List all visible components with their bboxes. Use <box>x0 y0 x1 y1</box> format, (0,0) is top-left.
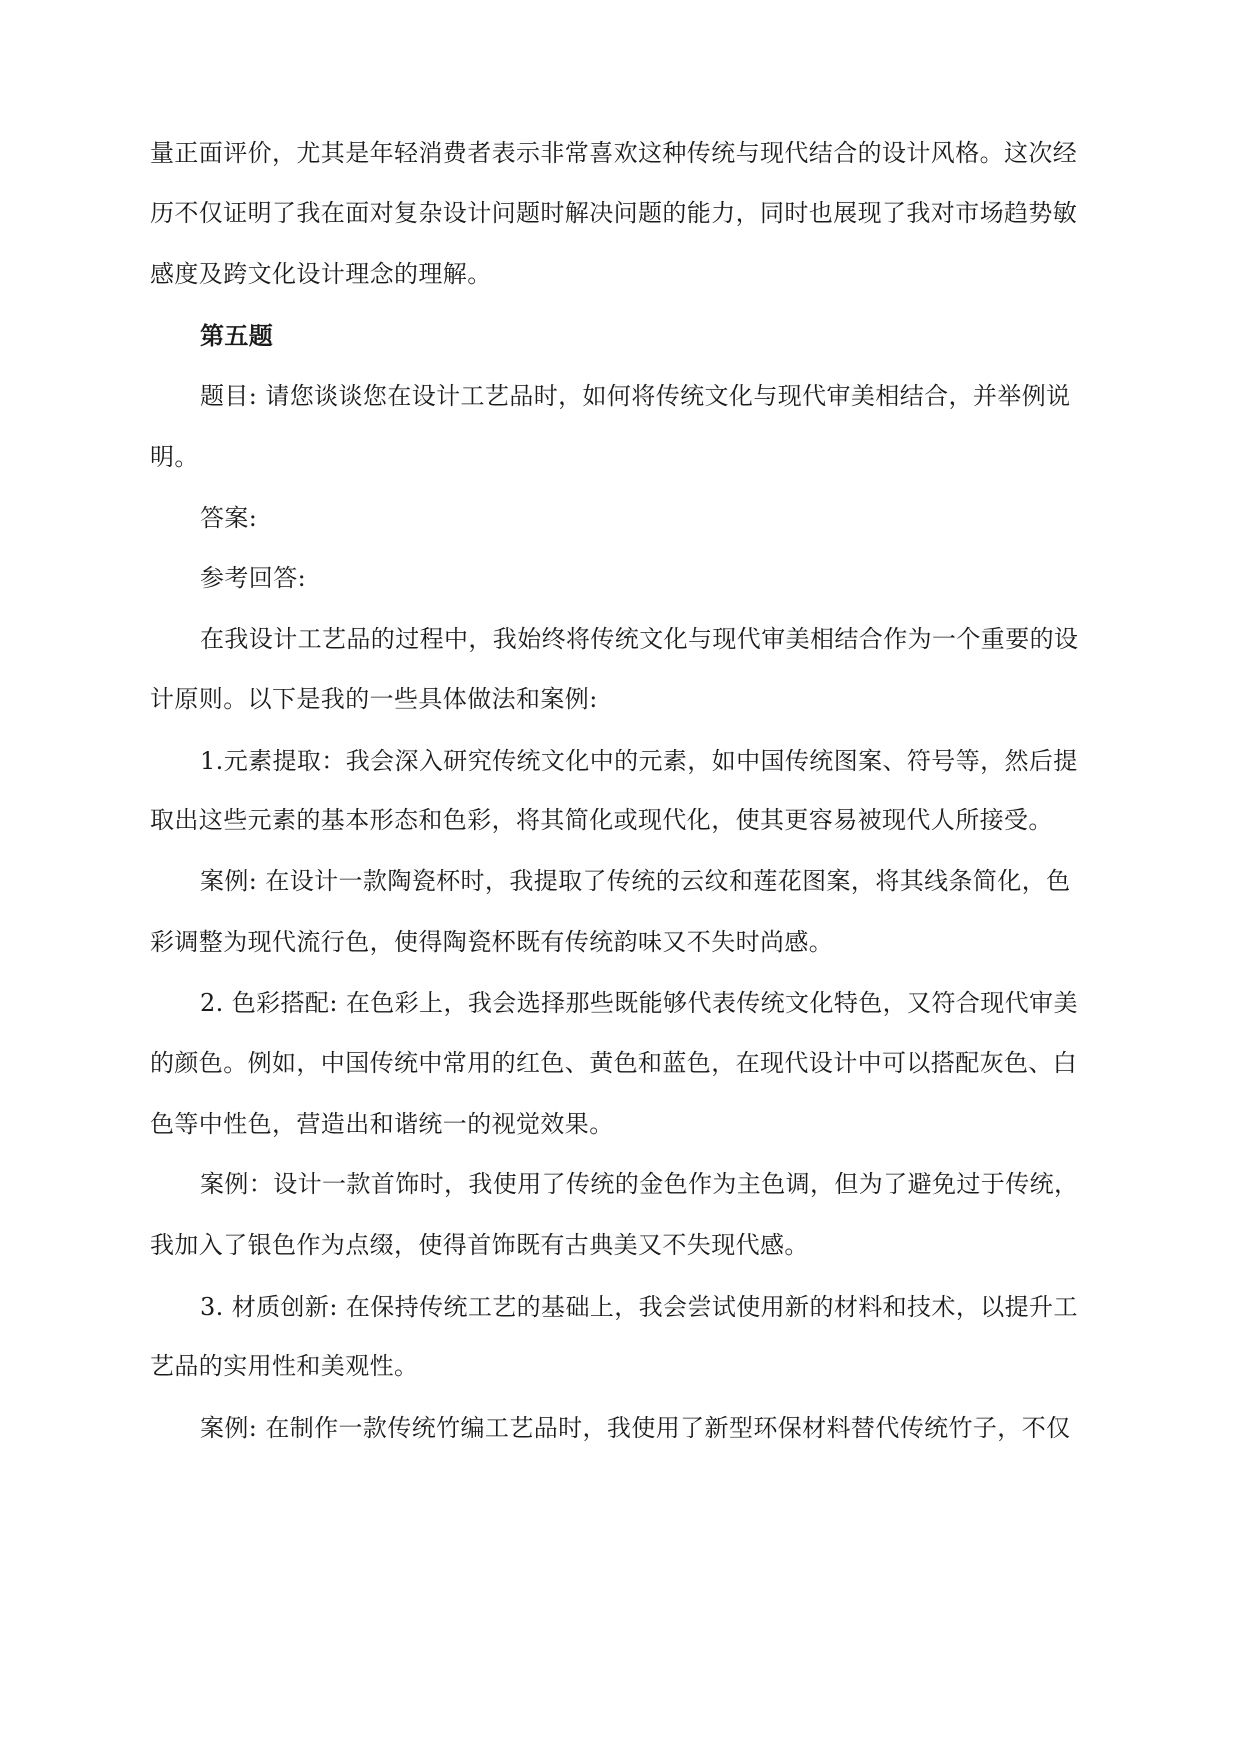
paragraph-line: 在我设计工艺品的过程中，我始终将传统文化与现代审美相结合作为一个重要的设 <box>200 625 1079 653</box>
reference-answer-label: 参考回答: <box>200 564 307 592</box>
list-item-line: 取出这些元素的基本形态和色彩，将其简化或现代化，使其更容易被现代人所接受。 <box>150 806 1053 834</box>
paragraph-line: 感度及跨文化设计理念的理解。 <box>150 260 492 288</box>
paragraph-line: 历不仅证明了我在面对复杂设计问题时解决问题的能力，同时也展现了我对市场趋势敏 <box>150 199 1078 227</box>
list-item-line: 艺品的实用性和美观性。 <box>150 1352 419 1380</box>
list-item-line: 的颜色。例如，中国传统中常用的红色、黄色和蓝色，在现代设计中可以搭配灰色、白 <box>150 1049 1078 1077</box>
list-item-line: 色等中性色，营造出和谐统一的视觉效果。 <box>150 1110 614 1138</box>
list-item-line: 1.元素提取：我会深入研究传统文化中的元素，如中国传统图案、符号等，然后提 <box>200 747 1078 775</box>
answer-label: 答案: <box>200 504 258 532</box>
section-heading: 第五题 <box>200 321 274 350</box>
example-line: 案例: 在制作一款传统竹编工艺品时，我使用了新型环保材料替代传统竹子，不仅 <box>200 1414 1071 1442</box>
paragraph-line: 计原则。以下是我的一些具体做法和案例: <box>150 685 598 713</box>
paragraph-line: 量正面评价，尤其是年轻消费者表示非常喜欢这种传统与现代结合的设计风格。这次经 <box>150 139 1078 167</box>
question-line: 题目: 请您谈谈您在设计工艺品时，如何将传统文化与现代审美相结合，并举例说 <box>200 382 1071 410</box>
list-item-line: 3. 材质创新: 在保持传统工艺的基础上，我会尝试使用新的材料和技术，以提升工 <box>200 1293 1078 1321</box>
example-line: 案例：设计一款首饰时，我使用了传统的金色作为主色调，但为了避免过于传统， <box>200 1170 1079 1198</box>
example-line: 彩调整为现代流行色，使得陶瓷杯既有传统韵味又不失时尚感。 <box>150 928 834 956</box>
list-item-line: 2. 色彩搭配: 在色彩上，我会选择那些既能够代表传统文化特色，又符合现代审美 <box>200 989 1078 1017</box>
example-line: 我加入了银色作为点缀，使得首饰既有古典美又不失现代感。 <box>150 1231 809 1259</box>
example-line: 案例: 在设计一款陶瓷杯时，我提取了传统的云纹和莲花图案，将其线条简化，色 <box>200 867 1071 895</box>
question-line: 明。 <box>150 443 199 471</box>
